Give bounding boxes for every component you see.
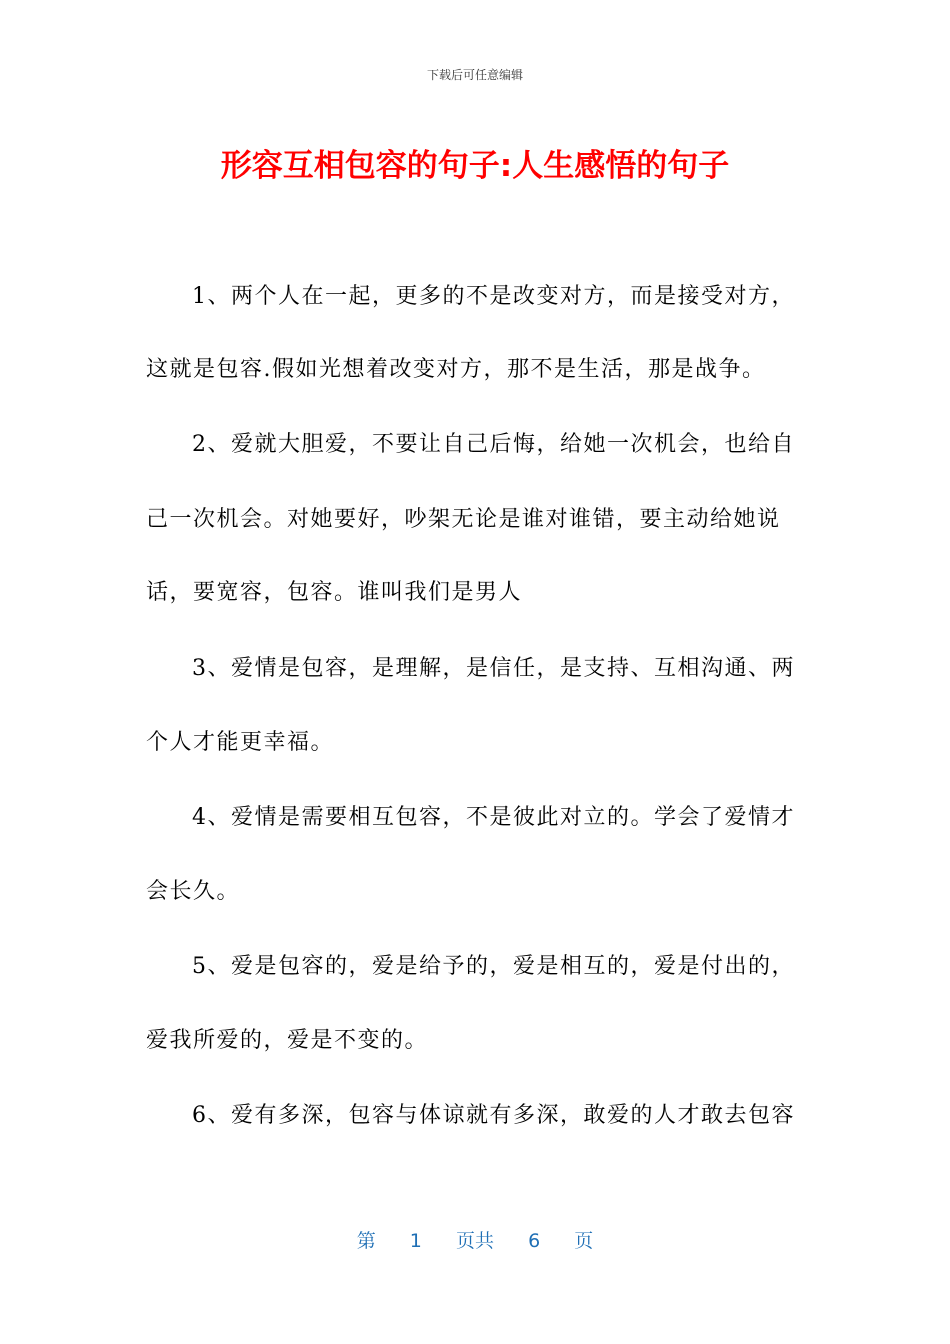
paragraph-2-line-3: 话，要宽容，包容。谁叫我们是男人 (146, 580, 523, 605)
footer-middle: 页共 (455, 1230, 494, 1252)
paragraph-3-line-1: 3、爱情是包容，是理解，是信任，是支持、互相沟通、两 (192, 656, 795, 681)
header-note: 下载后可任意编辑 (426, 68, 523, 82)
page-title: 形容互相包容的句子:人生感悟的句子 (220, 148, 730, 184)
footer-suffix: 页 (574, 1230, 594, 1252)
footer-total-pages: 6 (528, 1230, 541, 1252)
paragraph-6-line-1: 6、爱有多深，包容与体谅就有多深，敢爱的人才敢去包容 (192, 1103, 795, 1128)
paragraph-5-line-2: 爱我所爱的，爱是不变的。 (146, 1028, 429, 1053)
paragraph-1-line-2: 这就是包容.假如光想着改变对方，那不是生活，那是战争。 (146, 357, 766, 382)
paragraph-1-line-1: 1、两个人在一起，更多的不是改变对方，而是接受对方， (192, 284, 795, 309)
paragraph-4-line-2: 会长久。 (146, 879, 241, 904)
footer-current-page: 1 (409, 1230, 422, 1252)
footer-prefix: 第 (356, 1230, 376, 1252)
paragraph-2-line-1: 2、爱就大胆爱，不要让自己后悔，给她一次机会，也给自 (192, 432, 795, 457)
paragraph-4-line-1: 4、爱情是需要相互包容，不是彼此对立的。学会了爱情才 (192, 805, 795, 830)
page-number-footer (0, 1226, 950, 1253)
paragraph-5-line-1: 5、爱是包容的，爱是给予的，爱是相互的，爱是付出的， (192, 954, 795, 979)
paragraph-2-line-2: 己一次机会。对她要好，吵架无论是谁对谁错，要主动给她说 (146, 507, 781, 532)
paragraph-3-line-2: 个人才能更幸福。 (146, 730, 335, 755)
